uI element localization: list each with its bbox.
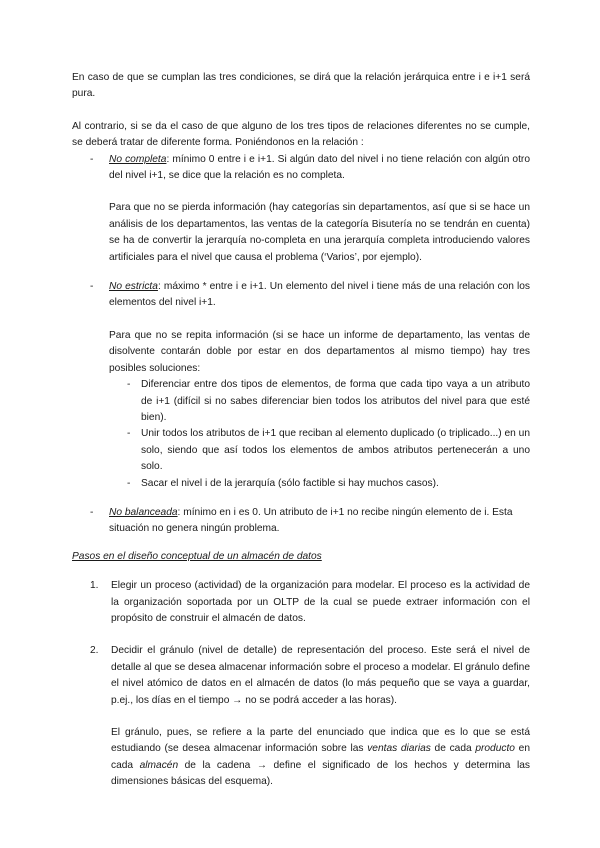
list-bullet: - (90, 506, 94, 518)
step-text: Decidir el gránulo (nivel de detalle) de representación del proceso. Este será el nivel de detalle al que se desea almacenar información sobre el proceso a modelar. El gránulo define el nivel atómico de datos en el almacén de datos (lo más pequeño que se vaya a guardar, p.ej., los días en el tiempo → no se podrá acceder a las horas). (111, 645, 530, 706)
paragraph-no-estricta: Para que no se repita información (si se hace un informe de departamento, las ventas de disolvente contarán doble por estar en dos departamentos al mismo tiempo) hay tres posibles soluciones: (109, 329, 530, 374)
term-no-estricta: No estricta (109, 281, 158, 293)
list-item-no-balanceada (72, 505, 530, 538)
sub-bullet: - (127, 379, 131, 391)
sub-list-item: - Diferenciar entre dos tipos de elementos, de forma que cada tipo vaya a un atributo de i+1 (difícil si no sabes diferenciar bien todos los atributos del nivel para que esté bien). (127, 379, 530, 423)
list-item-no-estricta (72, 279, 530, 377)
numbered-step-1 (72, 578, 530, 627)
section-heading: Pasos en el diseño conceptual de un almacén de datos (72, 550, 322, 562)
definition-no-balanceada: : mínimo en i es 0. Un atributo de i+1 no recibe ningún elemento de i. Esta situación no genera ningún problema. (109, 506, 513, 535)
list-bullet: - (90, 281, 94, 293)
page-content (72, 70, 530, 791)
definition-no-estricta: : máximo * entre i e i+1. Un elemento del nivel i tiene más de una relación con los elementos del nivel i+1. (109, 281, 530, 309)
step-2-paragraph: El gránulo, pues, se refiere a la parte del enunciado que indica que es lo que se está estudiando (se desea almacenar información sobre las ventas diarias de cada producto en cada almacén de la cadena → define el significado de los hechos y determina las dimensiones básicas del esquema). (111, 727, 531, 788)
sub-list-item: - Sacar el nivel i de la jerarquía (sólo factible si hay muchos casos). (72, 476, 530, 492)
sub-bullet: - (127, 428, 131, 440)
list-item-no-completa (72, 152, 530, 266)
term-no-completa: No completa (109, 153, 167, 165)
sub-list-item: - Unir todos los atributos de i+1 que reciban al elemento duplicado (o triplicado...) en un solo, siendo que así todos los elementos de ambos atributos pertenecerán a uno solo. (127, 428, 530, 473)
definition-no-completa: : mínimo 0 entre i e i+1. Si algún dato del nivel i no tiene relación con algún otro del nivel i+1, se dice que la relación es no completa. (109, 153, 530, 182)
numbered-step-2 (72, 643, 530, 790)
paragraph-no-completa: Para que no se pierda información (hay categorías sin departamentos, así que si se hace un análisis de los departamentos, las ventas de la categoría Bisutería no se tendrán en cuenta) se ha de convertir la jerarquía no-completa en una jerarquía completa introduciendo valores artificiales para el nivel que causa el problema (‘Varios’, por ejemplo). (109, 202, 530, 263)
step-number: 1. (90, 580, 99, 592)
step-text: Elegir un proceso (actividad) de la organización para modelar. El proceso es la actividad de la organización soportada por un OLTP de la cual se puede extraer información con el propósito de construir el almacén de datos. (111, 580, 530, 624)
intro-paragraph-2: Al contrario, si se da el caso de que alguno de los tres tipos de relaciones diferentes no se cumple, se deberá tratar de diferente forma. Poniéndonos en la relación : (72, 120, 530, 149)
sub-bullet: - (127, 477, 131, 489)
intro-paragraph-1: En caso de que se cumplan las tres condiciones, se dirá que la relación jerárquica entre i e i+1 será pura. (72, 72, 530, 100)
list-bullet: - (90, 153, 94, 165)
term-no-balanceada: No balanceada (109, 506, 178, 518)
step-number: 2. (90, 645, 99, 657)
